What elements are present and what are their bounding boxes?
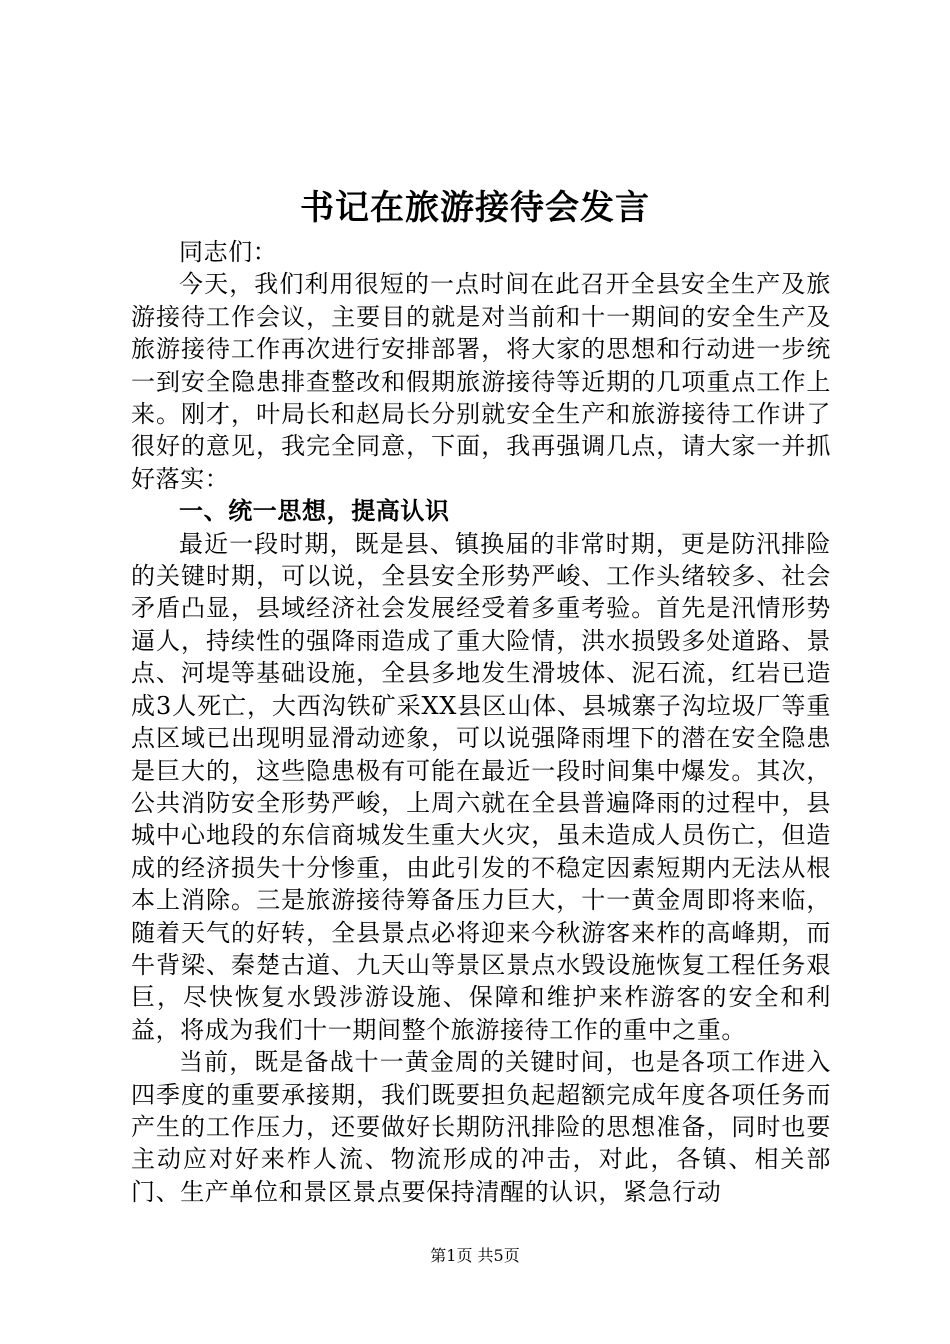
document-body [131, 236, 831, 1208]
document-title: 书记在旅游接待会发言 [300, 188, 650, 228]
salutation: 同志们： [179, 238, 278, 266]
intro-paragraph: 今天，我们利用很短的一点时间在此召开全县安全生产及旅游接待工作会议，主要目的就是对当前和十一期间的安全生产及旅游接待工作再次进行安排部署，将大家的思想和行动进一步统一到安全隐患排查整改和假期旅游接待等近期的几项重点工作上来。刚才，叶局长和赵局长分别就安全生产和旅游接待工作讲了很好的意见，我完全同意，下面，我再强调几点，请大家一并抓好落实： [131, 270, 831, 493]
section-heading: 一、统一思想，提高认识 [179, 497, 450, 526]
section-paragraph-1: 最近一段时期，既是县、镇换届的非常时期，更是防汛排险的关键时期，可以说，全县安全形势严峻、工作头绪较多、社会矛盾凸显，县域经济社会发展经受着多重考验。首先是汛情形势逼人，持续性的强降雨造成了重大险情，洪水损毁多处道路、景点、河堤等基础设施，全县多地发生滑坡体、泥石流，红岩已造成3人死亡，大西沟铁矿采XX县区山体、县城寨子沟垃圾厂等重点区域已出现明显滑动迹象，可以说强降雨埋下的潜在安全隐患是巨大的，这些隐患极有可能在最近一段时间集中爆发。其次，公共消防安全形势严峻，上周六就在全县普遍降雨的过程中，县城中心地段的东信商城发生重大火灾，虽未造成人员伤亡，但造成的经济损失十分惨重，由此引发的不稳定因素短期内无法从根本上消除。三是旅游接待筹备压力巨大，十一黄金周即将来临，随着天气的好转，全县景点必将迎来今秋游客来柞的高峰期，而牛背梁、秦楚古道、九天山等景区景点水毁设施恢复工程任务艰巨，尽快恢复水毁涉游设施、保障和维护来柞游客的安全和利益，将成为我们十一期间整个旅游接待工作的重中之重。 [131, 529, 831, 1044]
section-paragraph-2: 当前，既是备战十一黄金周的关键时间，也是各项工作进入四季度的重要承接期，我们既要担负起超额完成年度各项任务而产生的工作压力，还要做好长期防汛排险的思想准备，同时也要主动应对好来柞人流、物流形成的冲击，对此，各镇、相关部门、生产单位和景区景点要保持清醒的认识，紧急行动 [131, 1048, 831, 1206]
page-footer: 第1页 共5页 [430, 1246, 520, 1265]
